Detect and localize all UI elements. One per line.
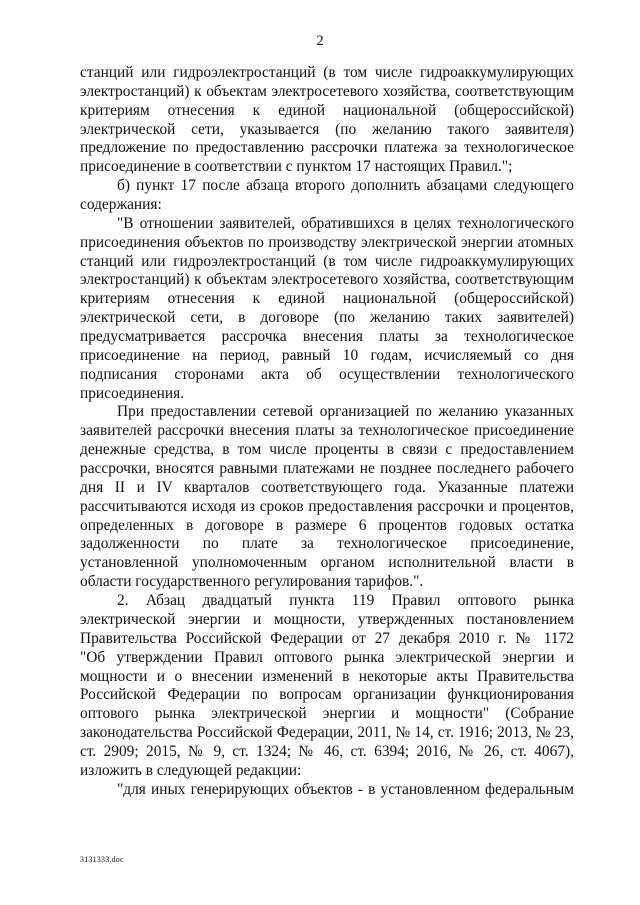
text-line: 2. Абзац двадцатый пункта 119 Правил оптового рынка (117, 592, 574, 610)
text-line: критериям отнесения к единой национальной (общероссийской) (80, 101, 574, 119)
text-line: критериям отнесения к единой национальной (общероссийской) (80, 290, 574, 308)
text-line: мощности и о внесении изменений в некоторые акты Правительства (80, 667, 574, 685)
text-line: электрической энергии и мощности, утвержденных постановлением (80, 610, 574, 628)
page-number: 2 (316, 33, 324, 49)
text-line: "В отношении заявителей, обратившихся в целях технологического (117, 214, 574, 232)
text-line: станций или гидроэлектростанций (в том числе гидроаккумулирующих (80, 252, 574, 270)
text-line: присоединения. (80, 384, 185, 402)
text-line: присоединение в соответствии с пунктом 17 настоящих Правил."; (80, 158, 513, 176)
text-line: электростанций) к объектам электросетевого хозяйства, соответствующим (80, 82, 574, 100)
text-line: задолженности по плате за технологическое присоединение, (80, 535, 574, 553)
text-line: оптового рынка электрической энергии и мощности" (Собрание (80, 705, 574, 723)
text-line: области государственного регулирования тарифов.". (80, 573, 424, 591)
text-line: дня II и IV кварталов соответствующего года. Указанные платежи (80, 478, 574, 496)
text-line: При предоставлении сетевой организацией по желанию указанных (117, 403, 574, 421)
text-line: подписания сторонами акта об осуществлении технологического (80, 365, 574, 383)
text-line: рассчитываются исходя из сроков предоставления рассрочки и процентов, (80, 497, 574, 515)
file-name-footer: 3131333.doc (80, 855, 124, 864)
text-line: электрической сети, в договоре (по желанию таких заявителей) (80, 309, 574, 327)
text-line: "для иных генерирующих объектов - в установленном федеральным (117, 780, 574, 798)
text-line: электростанций) к объектам электросетевого хозяйства, соответствующим (80, 271, 574, 289)
text-line: рассрочки, вносятся равными платежами не позднее последнего рабочего (80, 460, 574, 478)
text-line: электрической сети, указывается (по желанию такого заявителя) (80, 120, 574, 138)
text-line: заявителей рассрочки внесения платы за технологическое присоединение (80, 422, 574, 440)
text-line: б) пункт 17 после абзаца второго дополнить абзацами следующего (117, 177, 574, 195)
text-line: присоединение на период, равный 10 годам, исчисляемый со дня (80, 346, 574, 364)
text-line: предусматривается рассрочка внесения платы за технологическое (80, 328, 574, 346)
document-body (80, 64, 574, 800)
text-line: станций или гидроэлектростанций (в том числе гидроаккумулирующих (80, 64, 574, 81)
text-line: присоединения объектов по производству электрической энергии атомных (80, 233, 574, 251)
text-line: содержания: (80, 196, 162, 214)
text-line: установленной уполномоченным органом исполнительной власти в (80, 554, 574, 572)
text-line: предложение по предоставлению рассрочки платежа за технологическое (80, 139, 574, 157)
text-line: Правительства Российской Федерации от 27 декабря 2010 г. № 1172 (80, 629, 574, 647)
text-line: денежные средства, в том числе проценты в связи с предоставлением (80, 441, 574, 459)
text-line: ст. 2909; 2015, № 9, ст. 1324; № 46, ст. 6394; 2016, № 26, ст. 4067), (80, 742, 574, 760)
text-line: Российской Федерации по вопросам организации функционирования (80, 686, 574, 704)
text-line: определенных в договоре в размере 6 процентов годовых остатка (80, 516, 574, 534)
text-line: законодательства Российской Федерации, 2011, № 14, ст. 1916; 2013, № 23, (80, 724, 574, 742)
text-line: изложить в следующей редакции: (80, 761, 302, 779)
text-line: "Об утверждении Правил оптового рынка электрической энергии и (80, 648, 574, 666)
